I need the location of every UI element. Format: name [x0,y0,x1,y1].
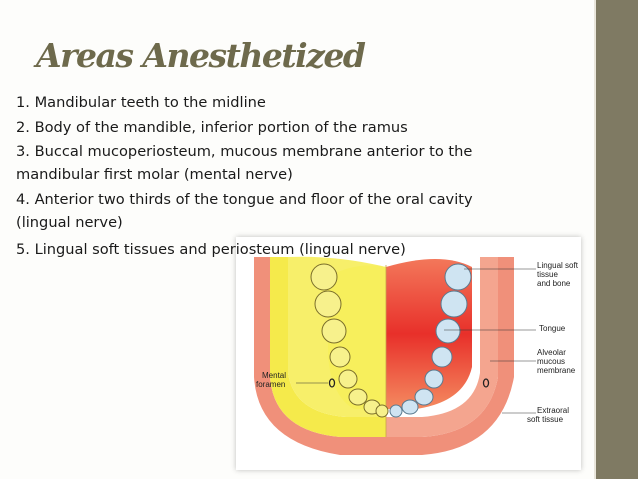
slide-title: Areas Anesthetized [36,36,365,75]
label-membrane: membrane [537,366,576,375]
sidebar-decoration [596,0,638,479]
list-item: 2. Body of the mandible, inferior portion of the ramus [16,118,408,136]
label-extraoral: Extraoral [537,406,570,415]
label-tongue: Tongue [539,324,566,333]
label-lingual-tissue: tissue [537,270,558,279]
label-foramen: foramen [256,380,286,389]
list-item: 3. Buccal mucoperiosteum, mucous membrane anterior to the mandibular first molar (mental nerve) [16,143,473,183]
label-lingual-bone: and bone [537,279,571,288]
label-mental: Mental [262,371,287,380]
list-item: 5. Lingual soft tissues and periosteum (lingual nerve) [16,240,406,258]
label-lingual-soft: Lingual soft [537,261,578,270]
mandible-diagram [236,237,581,470]
mandible-illustration [236,237,581,470]
label-extraoral-soft: soft tissue [527,415,564,424]
label-mucous: mucous [537,357,566,366]
list-item: 1. Mandibular teeth to the midline [16,94,266,111]
list-item: 4. Anterior two thirds of the tongue and floor of the oral cavity (lingual nerve) [16,190,473,231]
label-alveolar: Alveolar [537,348,566,357]
